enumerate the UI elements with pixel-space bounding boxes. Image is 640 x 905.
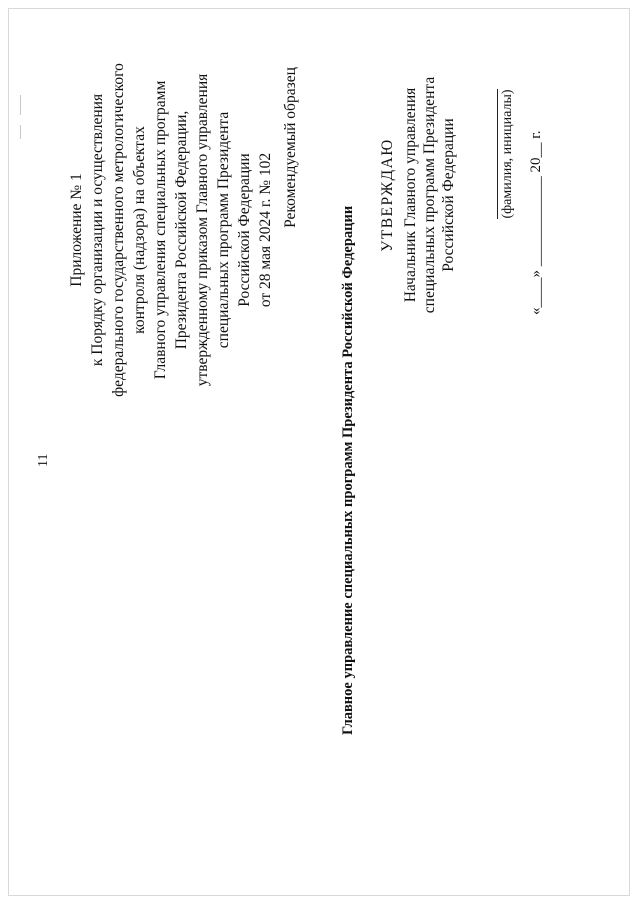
approval-line: специальных программ Президента xyxy=(421,76,438,314)
page-number: 11 xyxy=(36,453,51,467)
appendix-line: специальных программ Президента xyxy=(215,111,232,349)
approval-line: Российской Федерации xyxy=(440,118,457,272)
appendix-line: федерального государственного метрологического xyxy=(110,63,127,397)
recommended-sample-label: Рекомендуемый образец xyxy=(282,67,299,228)
date-line: «____» ____________ 20__ г. xyxy=(528,130,544,315)
approval-heading: УТВЕРЖДАЮ xyxy=(379,138,396,252)
appendix-line: Приложение № 1 xyxy=(68,173,85,287)
appendix-line: от 28 мая 2024 г. № 102 xyxy=(257,152,274,308)
appendix-line: Российской Федерации xyxy=(236,153,253,307)
appendix-line: Главного управления специальных программ xyxy=(152,80,169,380)
scan-artifact xyxy=(20,95,21,115)
appendix-line: Президента Российской Федерации, xyxy=(173,110,190,350)
signature-caption: (фамилия, инициалы) xyxy=(500,89,515,219)
scan-artifact xyxy=(20,125,21,139)
approval-block xyxy=(378,45,458,345)
appendix-line: к Порядку организации и осуществления xyxy=(89,93,106,367)
organization-title: Главное управление специальных программ Президента Российской Федерации xyxy=(340,205,356,735)
appendix-block xyxy=(66,60,276,400)
approval-line: Начальник Главного управления xyxy=(402,87,419,303)
signature-line xyxy=(497,89,498,219)
appendix-line: контроля (надзора) на объектах xyxy=(131,126,148,334)
appendix-line: утвержденному приказом Главного управления xyxy=(194,73,211,387)
